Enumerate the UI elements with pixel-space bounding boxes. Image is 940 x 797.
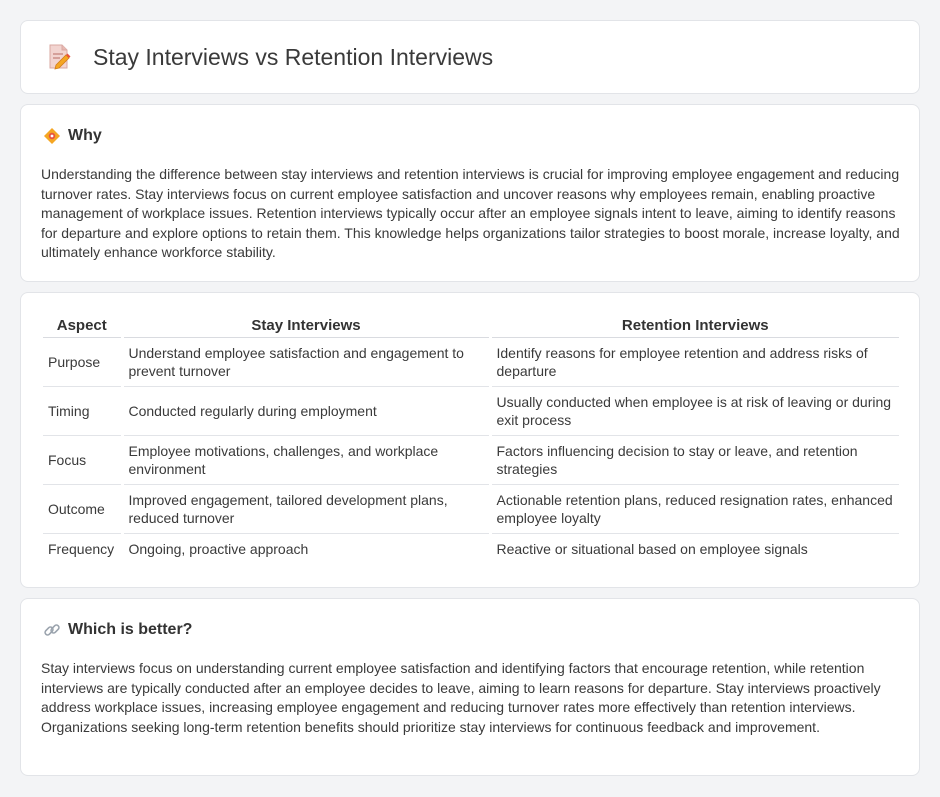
- table-row: [43, 435, 899, 484]
- retention-cell: Identify reasons for employee retention and address risks of departure: [490, 337, 899, 386]
- why-text: Understanding the difference between stay interviews and retention interviews is crucial for improving employee engagement and reducing turnover rates. Stay interviews focus on current employee satisfaction and uncover reasons why employees remain, enabling proactive management of workplace issues. Retention interviews typically occur after an employee signals intent to leave, aiming to identify reasons for departure and explore options to retain them. This knowledge helps organizations tailor strategies to boost morale, increase loyalty, and ultimately enhance workforce stability.: [41, 166, 900, 261]
- table-row: [43, 386, 899, 435]
- better-heading: Which is better?: [68, 621, 193, 638]
- aspect-cell: Focus: [43, 435, 122, 484]
- stay-cell: Understand employee satisfaction and engagement to prevent turnover: [122, 337, 490, 386]
- retention-cell: Factors influencing decision to stay or leave, and retention strategies: [490, 435, 899, 484]
- better-heading-row: [43, 621, 192, 639]
- document-edit-icon: [47, 44, 71, 70]
- better-text: Stay interviews focus on understanding current employee satisfaction and identifying factors that encourage retention, while retention interviews are typically conducted after an employee decides to leave, aiming to learn reasons for departure. Stay interviews proactively address workplace issues, increasing employee engagement and reducing turnover rates more effectively than retention interviews. Organizations seeking long-term retention benefits should prioritize stay interviews for continuous feedback and improvement.: [41, 660, 881, 735]
- why-heading: Why: [68, 127, 102, 144]
- comparison-table: [43, 315, 899, 564]
- why-card: [20, 104, 920, 282]
- aspect-cell: Outcome: [43, 484, 122, 533]
- page-title: Stay Interviews vs Retention Interviews: [93, 43, 494, 70]
- title-card: [20, 20, 920, 94]
- retention-cell: Reactive or situational based on employee signals: [490, 533, 899, 564]
- stay-cell: Conducted regularly during employment: [122, 386, 490, 435]
- comparison-card: [20, 292, 920, 588]
- aspect-cell: Timing: [43, 386, 122, 435]
- diamond-icon: [43, 127, 61, 145]
- aspect-cell: Purpose: [43, 337, 122, 386]
- table-row: [43, 533, 899, 564]
- table-header-row: [43, 315, 899, 337]
- stay-cell: Employee motivations, challenges, and workplace environment: [122, 435, 490, 484]
- header-aspect: Aspect: [43, 315, 122, 337]
- link-icon: [43, 621, 61, 639]
- header-stay-interviews: Stay Interviews: [122, 315, 490, 337]
- retention-cell: Usually conducted when employee is at risk of leaving or during exit process: [490, 386, 899, 435]
- why-heading-row: [43, 127, 102, 145]
- table-row: [43, 484, 899, 533]
- stay-cell: Improved engagement, tailored development plans, reduced turnover: [122, 484, 490, 533]
- header-retention-interviews: Retention Interviews: [490, 315, 899, 337]
- aspect-cell: Frequency: [48, 540, 115, 557]
- stay-cell: Ongoing, proactive approach: [122, 533, 490, 564]
- better-card: [20, 598, 920, 776]
- table-row: [43, 337, 899, 386]
- retention-cell: Actionable retention plans, reduced resignation rates, enhanced employee loyalty: [490, 484, 899, 533]
